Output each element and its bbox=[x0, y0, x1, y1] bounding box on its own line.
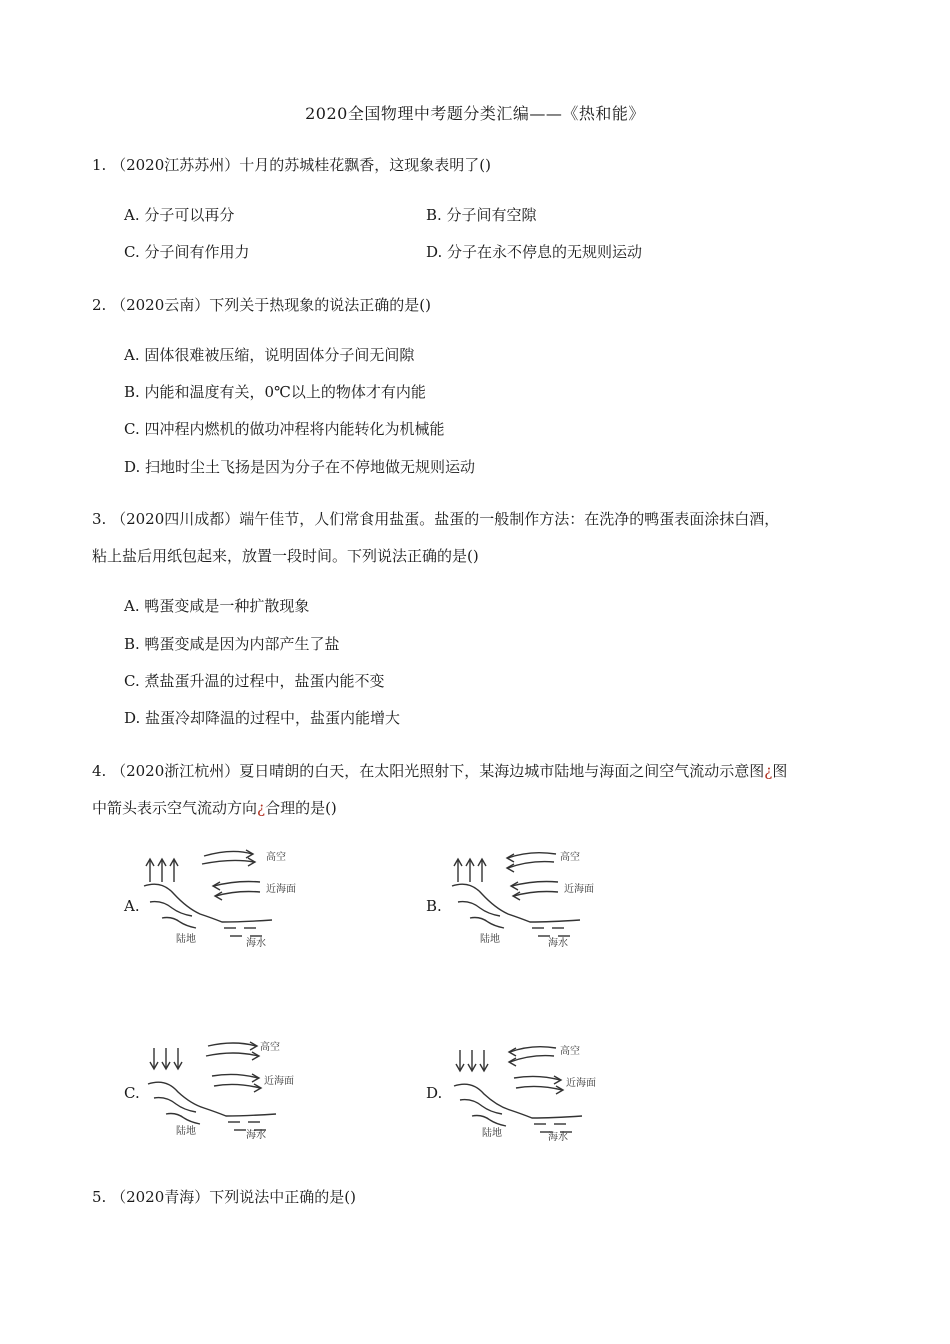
diagram-b bbox=[450, 842, 630, 952]
question-1-option-d: D. 分子在永不停息的无规则运动 bbox=[426, 243, 643, 261]
question-1-option-b: B. 分子间有空隙 bbox=[426, 206, 537, 224]
question-2-option-c: C. 四冲程内燃机的做功冲程将内能转化为机械能 bbox=[124, 420, 445, 438]
question-4-stem-continued bbox=[92, 797, 337, 818]
vertical-arrows-down-icon bbox=[150, 1048, 182, 1069]
upper-arrow-left-icon bbox=[507, 853, 556, 872]
question-4-stem-part-a: 4. （2020浙江杭州）夏日晴朗的白天，在太阳光照射下，某海边城市陆地与海面之间空气流动示意图 bbox=[92, 762, 765, 780]
question-3-stem: 3. （2020四川成都）端午佳节，人们常食用盐蛋。盐蛋的一般制作方法：在洗净的鸭蛋表面涂抹白酒， bbox=[92, 510, 780, 528]
question-3-option-d: D. 盐蛋冷却降温的过程中，盐蛋内能增大 bbox=[124, 709, 401, 727]
question-1-stem: 1. （2020江苏苏州）十月的苏城桂花飘香，这现象表明了() bbox=[92, 156, 491, 174]
question-5-stem: 5. （2020青海）下列说法中正确的是() bbox=[92, 1188, 356, 1206]
label-near-sea: 近海面 bbox=[264, 1076, 294, 1087]
question-4-option-a-label: A. bbox=[124, 897, 140, 915]
label-sea: 海水 bbox=[548, 938, 568, 949]
question-2-option-b: B. 内能和温度有关，0℃以上的物体才有内能 bbox=[124, 383, 426, 401]
question-1-option-c: C. 分子间有作用力 bbox=[124, 243, 250, 261]
label-land: 陆地 bbox=[480, 934, 500, 945]
question-2-option-d: D. 扫地时尘土飞扬是因为分子在不停地做无规则运动 bbox=[124, 458, 476, 476]
question-3-option-b: B. 鸭蛋变咸是因为内部产生了盐 bbox=[124, 635, 340, 653]
label-high-altitude: 高空 bbox=[560, 852, 580, 863]
question-2-option-a: A. 固体很难被压缩，说明固体分子间无间隙 bbox=[124, 346, 415, 364]
lower-arrow-right-icon bbox=[514, 1076, 563, 1094]
label-land: 陆地 bbox=[176, 1126, 196, 1137]
question-4-stem bbox=[92, 760, 787, 781]
vertical-arrows-up-icon bbox=[146, 859, 178, 882]
diagram-c bbox=[146, 1034, 326, 1144]
label-near-sea: 近海面 bbox=[266, 884, 296, 895]
question-4-option-b-label: B. bbox=[426, 897, 442, 915]
label-sea: 海水 bbox=[246, 938, 266, 949]
question-4-option-d-label: D. bbox=[426, 1084, 443, 1102]
vertical-arrows-down-icon bbox=[456, 1050, 488, 1071]
lower-arrow-left-icon bbox=[511, 882, 558, 901]
label-sea: 海水 bbox=[548, 1132, 568, 1143]
upper-arrow-left-icon bbox=[509, 1047, 556, 1066]
lower-arrow-right-icon bbox=[212, 1074, 261, 1092]
question-4-stem2-part-a: 中箭头表示空气流动方向 bbox=[92, 799, 258, 817]
lower-arrow-left-icon bbox=[213, 882, 260, 901]
upper-arrow-right-icon bbox=[206, 1042, 259, 1060]
upper-arrow-right-icon bbox=[202, 850, 255, 866]
question-3-stem-continued: 粘上盐后用纸包起来，放置一段时间。下列说法正确的是() bbox=[92, 547, 479, 565]
diagram-d bbox=[452, 1036, 632, 1146]
label-sea: 海水 bbox=[246, 1130, 266, 1141]
label-near-sea: 近海面 bbox=[564, 884, 594, 895]
label-high-altitude: 高空 bbox=[560, 1046, 580, 1057]
label-high-altitude: 高空 bbox=[260, 1042, 280, 1053]
question-4-mark-2: ¿ bbox=[257, 799, 266, 817]
label-land: 陆地 bbox=[482, 1128, 502, 1139]
question-1-option-a: A. 分子可以再分 bbox=[124, 206, 235, 224]
diagram-a bbox=[142, 842, 322, 952]
question-3-option-c: C. 煮盐蛋升温的过程中，盐蛋内能不变 bbox=[124, 672, 385, 690]
label-land: 陆地 bbox=[176, 934, 196, 945]
vertical-arrows-up-icon bbox=[454, 859, 486, 882]
question-4-option-c-label: C. bbox=[124, 1084, 140, 1102]
question-2-stem: 2. （2020云南）下列关于热现象的说法正确的是() bbox=[92, 296, 431, 314]
question-4-stem2-part-b: 合理的是() bbox=[265, 799, 337, 817]
question-3-option-a: A. 鸭蛋变咸是一种扩散现象 bbox=[124, 597, 310, 615]
question-4-stem-part-b: 图 bbox=[772, 762, 788, 780]
page-title: 2020全国物理中考题分类汇编——《热和能》 bbox=[305, 104, 645, 123]
question-4-mark-1: ¿ bbox=[764, 762, 773, 780]
label-near-sea: 近海面 bbox=[566, 1078, 596, 1089]
label-high-altitude: 高空 bbox=[266, 852, 286, 863]
